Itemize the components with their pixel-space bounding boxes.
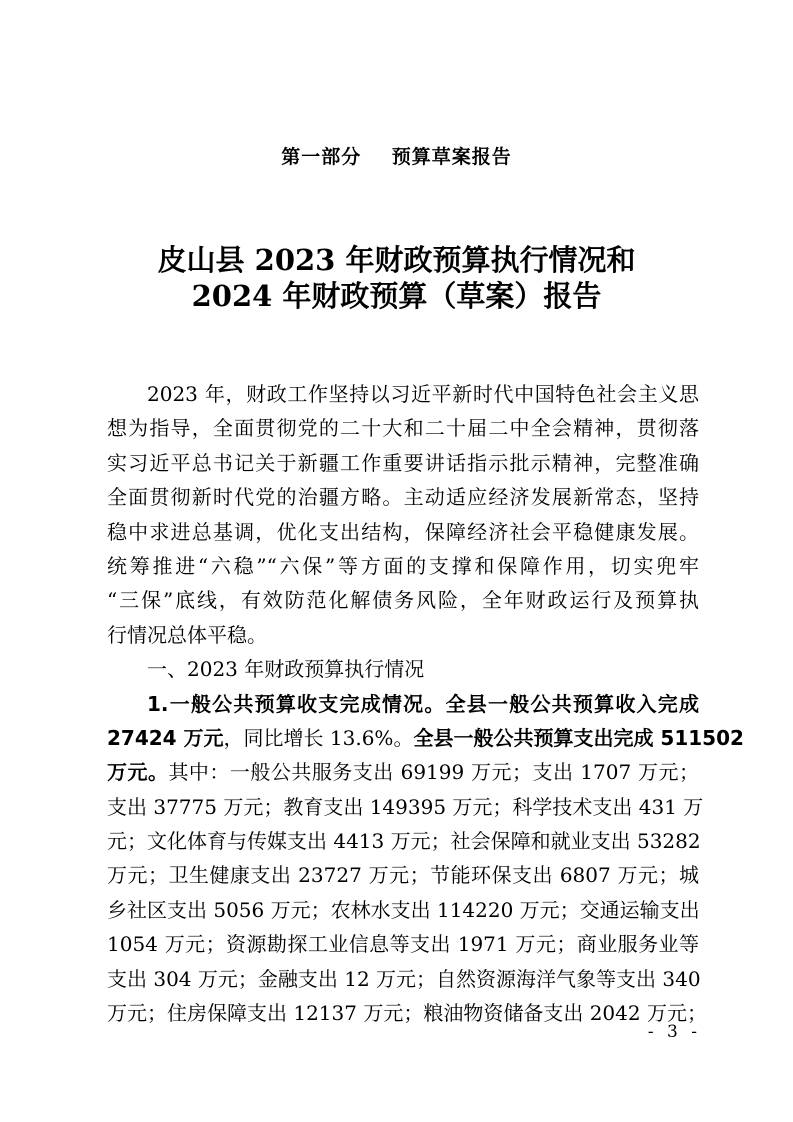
paragraph-line-bold: 1.一般公共预算收支完成情况。全县一般公共预算收入完成 bbox=[147, 691, 699, 716]
paragraph-line: 乡社区支出 5056 万元；农林水支出 114220 万元；交通运输支出 bbox=[107, 897, 700, 922]
paragraph-line: 万元；住房保障支出 12137 万元；粮油物资储备支出 2042 万元； bbox=[107, 1001, 707, 1026]
expenditure-total-text: 全县一般公共预算支出完成 511502 bbox=[413, 725, 744, 750]
paragraph-line: 万元；卫生健康支出 23727 万元；节能环保支出 6807 万元；城 bbox=[107, 863, 699, 888]
title-line-2: 2024 年财政预算（草案）报告 bbox=[191, 279, 602, 313]
document-title bbox=[0, 242, 793, 314]
paragraph-line: 支出 304 万元；金融支出 12 万元；自然资源海洋气象等支出 340 bbox=[107, 966, 701, 991]
revenue-amount: 27424 万元 bbox=[107, 725, 224, 750]
paragraph-line: 全面贯彻新时代党的治疆方略。主动适应经济发展新常态，坚持 bbox=[107, 485, 699, 510]
paragraph-line: 统筹推进“六稳”“六保”等方面的支撑和保障作用，切实兜牢 bbox=[107, 553, 699, 578]
paragraph-line: 2023 年，财政工作坚持以习近平新时代中国特色社会主义思 bbox=[147, 382, 699, 406]
paragraph-line bbox=[107, 755, 699, 789]
paragraph-line: “三保”底线，有效防范化解债务风险，全年财政运行及预算执 bbox=[107, 588, 699, 613]
paragraph-line: 行情况总体平稳。 bbox=[107, 622, 267, 647]
paragraph-line: 支出 37775 万元；教育支出 149395 万元；科学技术支出 431 万 bbox=[107, 794, 704, 819]
paragraph-line: 稳中求进总基调，优化支出结构，保障经济社会平稳健康发展。 bbox=[107, 519, 699, 544]
unit-text: 万元。 bbox=[107, 760, 169, 785]
paragraph-line: 元；文化体育与传媒支出 4413 万元；社会保障和就业支出 53282 bbox=[107, 829, 701, 854]
paragraph-line bbox=[107, 721, 744, 755]
page-number: - 3 - bbox=[647, 1022, 701, 1042]
section-header: 第一部分 预算草案报告 bbox=[281, 146, 512, 168]
document-body bbox=[107, 377, 744, 1030]
section-heading: 一、2023 年财政预算执行情况 bbox=[147, 657, 425, 682]
expenditure-breakdown-start: 其中：一般公共服务支出 69199 万元；支出 1707 万元； bbox=[168, 760, 700, 785]
paragraph-line: 想为指导，全面贯彻党的二十大和二十届二中全会精神，贯彻落 bbox=[107, 416, 699, 441]
growth-text: ，同比增长 13.6%。 bbox=[223, 725, 414, 750]
paragraph-line: 1054 万元；资源勘探工业信息等支出 1971 万元；商业服务业等 bbox=[107, 932, 699, 957]
title-line-1: 皮山县 2023 年财政预算执行情况和 bbox=[157, 243, 636, 277]
paragraph-line: 实习近平总书记关于新疆工作重要讲话指示批示精神，完整准确 bbox=[107, 450, 699, 475]
